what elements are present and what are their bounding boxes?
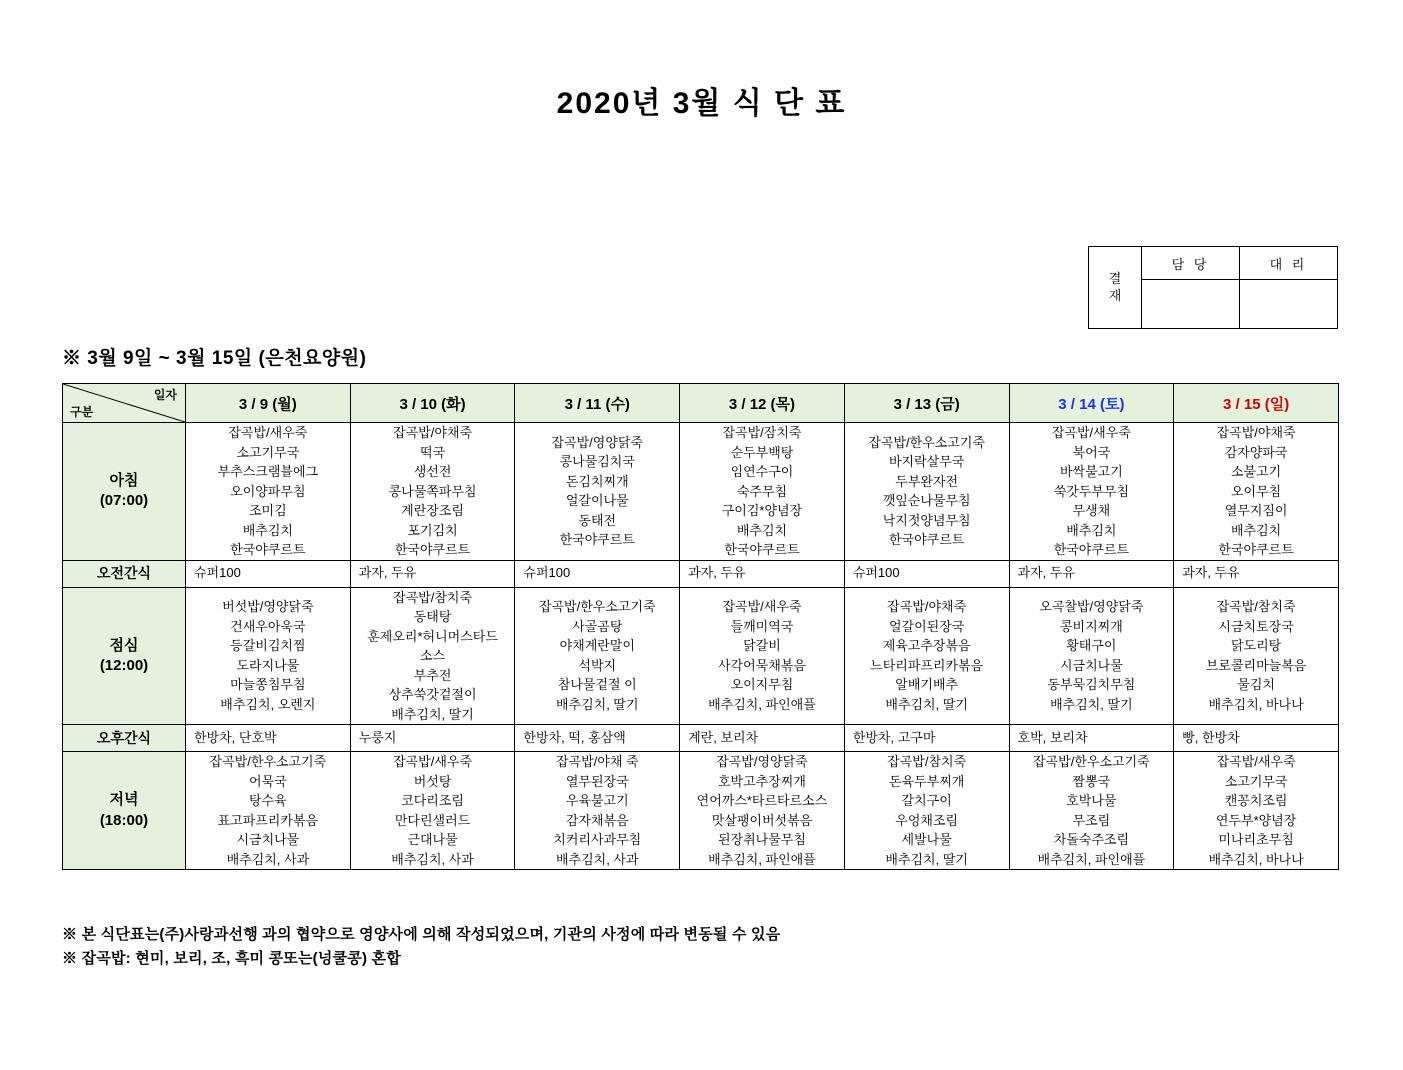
menu-item: 근대나물 bbox=[407, 832, 458, 847]
menu-item: 사골곰탕 bbox=[572, 618, 623, 634]
menu-item: 마늘쫑침무침 bbox=[230, 677, 306, 693]
menu-item: 감자양파국 bbox=[1224, 444, 1288, 460]
menu-item: 알배기배추 bbox=[895, 677, 959, 693]
approval-column-deputy: 대 리 bbox=[1240, 247, 1338, 280]
menu-item: 석박지 bbox=[578, 657, 617, 673]
menu-item: 한국야쿠르트 bbox=[724, 542, 800, 557]
menu-cell-점심-tue bbox=[350, 587, 515, 725]
approval-label bbox=[1089, 247, 1142, 329]
menu-cell-오전간식-sun bbox=[1174, 560, 1339, 587]
menu-cell-저녁-mon bbox=[186, 752, 351, 870]
menu-cell-오후간식-wed bbox=[515, 725, 680, 752]
menu-item: 잡곡밥/야채죽 bbox=[1216, 425, 1296, 440]
menu-item: 누룽지 bbox=[358, 729, 397, 745]
menu-item: 배추김치, 사과 bbox=[555, 851, 639, 867]
menu-item: 시금치토장국 bbox=[1218, 618, 1294, 634]
menu-item: 잡곡밥/새우죽 bbox=[1051, 425, 1131, 440]
menu-item: 동태탕 bbox=[413, 609, 452, 624]
footnote-1: ※ 본 식단표는(주)사랑과선행 과의 협약으로 영양사에 의해 작성되었으며, 기관의 사정에 따라 변동될 수 있음 bbox=[62, 926, 781, 943]
menu-cell-저녁-fri bbox=[844, 752, 1009, 870]
corner-date-label: 일자 bbox=[153, 388, 177, 402]
menu-cell-오후간식-mon bbox=[186, 725, 351, 752]
menu-item: 잡곡밥/한우소고기죽 bbox=[1033, 754, 1150, 769]
menu-item: 잡곡밥/새우죽 bbox=[722, 599, 802, 615]
menu-item: 콩나물쪽파무침 bbox=[388, 483, 477, 499]
menu-item: 무조림 bbox=[1072, 812, 1111, 828]
approval-column-manager: 담 당 bbox=[1142, 247, 1240, 280]
menu-item: 계란, 보리차 bbox=[688, 729, 759, 745]
menu-item: 한국야쿠르트 bbox=[230, 542, 306, 557]
menu-item: 과자, 두유 bbox=[1182, 565, 1240, 581]
row-label-0 bbox=[63, 423, 186, 561]
row-label-time-2: (12:00) bbox=[99, 656, 149, 674]
menu-item: 잡곡밥/영양닭죽 bbox=[551, 434, 644, 450]
menu-row-점심 bbox=[63, 587, 1339, 725]
menu-cell-아침-tue bbox=[350, 423, 515, 561]
menu-item: 배추김치 bbox=[1230, 522, 1282, 538]
menu-cell-오전간식-tue bbox=[350, 560, 515, 587]
menu-item: 열무된장국 bbox=[565, 773, 629, 789]
menu-row-오후간식 bbox=[63, 725, 1339, 752]
menu-item: 호박, 보리차 bbox=[1017, 729, 1088, 745]
week-range-subtitle: ※ 3월 9일 ~ 3월 15일 (은천요양원) bbox=[62, 348, 367, 369]
menu-cell-저녁-tue bbox=[350, 752, 515, 870]
menu-item: 한국야쿠르트 bbox=[888, 532, 965, 548]
corner-division-label: 구분 bbox=[70, 405, 94, 419]
menu-item: 포기김치 bbox=[407, 522, 458, 538]
menu-item: 표고파프리카볶음 bbox=[217, 812, 319, 828]
menu-item: 감자채볶음 bbox=[565, 812, 629, 828]
menu-item: 오곡찰밥/영양닭죽 bbox=[1039, 599, 1144, 615]
menu-item: 배추김치 bbox=[242, 522, 293, 538]
menu-item: 잡곡밥/야채 죽 bbox=[555, 754, 639, 769]
menu-item: 구이김*양념장 bbox=[721, 503, 803, 518]
menu-row-저녁 bbox=[63, 752, 1339, 870]
menu-item: 오이양파무침 bbox=[230, 483, 306, 499]
menu-item: 훈제오리*허니머스타드 bbox=[367, 628, 498, 644]
menu-item: 잡곡밥/한우소고기죽 bbox=[538, 599, 656, 615]
menu-cell-오전간식-mon bbox=[186, 560, 351, 587]
menu-item: 코다리조림 bbox=[401, 793, 464, 808]
row-label-2 bbox=[63, 587, 186, 725]
menu-item: 배추김치, 딸기 bbox=[885, 696, 968, 712]
menu-item: 동태전 bbox=[578, 512, 617, 528]
day-header-wed: 3 / 11 (수) bbox=[515, 384, 680, 423]
menu-item: 도라지나물 bbox=[236, 657, 300, 673]
menu-cell-아침-sat bbox=[1009, 423, 1174, 561]
menu-item: 쑥갓두부무침 bbox=[1053, 483, 1130, 499]
menu-item: 순두부백탕 bbox=[730, 444, 794, 460]
menu-item: 물김치 bbox=[1237, 677, 1275, 693]
menu-item: 짬뽕국 bbox=[1072, 773, 1111, 789]
row-label-main-2: 점심 bbox=[109, 636, 139, 654]
menu-item: 무생채 bbox=[1072, 503, 1111, 518]
menu-item: 야채계란말이 bbox=[559, 638, 635, 654]
menu-item: 연어까스*타르타르소스 bbox=[696, 793, 828, 808]
menu-item: 소스 bbox=[419, 648, 446, 663]
menu-item: 한국야쿠르트 bbox=[1053, 542, 1130, 557]
menu-item: 임연수구이 bbox=[730, 464, 794, 479]
menu-cell-저녁-wed bbox=[515, 752, 680, 870]
menu-item: 한방차, 고구마 bbox=[852, 729, 936, 745]
menu-cell-아침-wed bbox=[515, 423, 680, 561]
menu-cell-아침-sun bbox=[1174, 423, 1339, 561]
menu-item: 닭도리탕 bbox=[1230, 638, 1282, 654]
menu-item: 과자, 두유 bbox=[688, 565, 746, 581]
menu-item: 콩나물김치국 bbox=[559, 454, 635, 470]
menu-row-아침 bbox=[63, 423, 1339, 561]
menu-item: 돈육두부찌개 bbox=[888, 773, 965, 789]
approval-value-deputy[interactable] bbox=[1240, 280, 1338, 329]
menu-item: 계란장조림 bbox=[401, 503, 464, 518]
menu-item: 배추김치, 딸기 bbox=[885, 851, 968, 867]
menu-item: 치커리사과무침 bbox=[553, 832, 642, 847]
menu-item: 탕수육 bbox=[249, 793, 287, 808]
menu-item: 슈퍼100 bbox=[852, 565, 900, 581]
menu-item: 조미김 bbox=[249, 503, 287, 518]
menu-item: 닭갈비 bbox=[743, 638, 781, 654]
menu-cell-오후간식-fri bbox=[844, 725, 1009, 752]
menu-item: 슈퍼100 bbox=[194, 565, 241, 581]
menu-item: 배추김치 bbox=[736, 522, 788, 538]
menu-item: 얼갈이나물 bbox=[565, 493, 629, 509]
day-header-sat: 3 / 14 (토) bbox=[1009, 384, 1174, 423]
menu-item: 콩비지찌개 bbox=[1059, 618, 1123, 634]
menu-item: 잡곡밥/새우죽 bbox=[393, 754, 473, 769]
menu-item: 등갈비김치찜 bbox=[230, 638, 306, 654]
menu-item: 바지락살무국 bbox=[888, 454, 965, 470]
menu-item: 돈김치찌개 bbox=[565, 473, 629, 489]
menu-item: 제육고추장볶음 bbox=[882, 638, 971, 654]
menu-item: 갈치구이 bbox=[901, 793, 952, 808]
menu-item: 배추김치, 바나나 bbox=[1208, 696, 1304, 712]
menu-document bbox=[0, 78, 1403, 1070]
menu-item: 한국야쿠르트 bbox=[1218, 542, 1294, 557]
menu-item: 잡곡밥/한우소고기죽 bbox=[209, 754, 327, 769]
menu-item: 과자, 두유 bbox=[1017, 565, 1075, 581]
menu-item: 호박고추장찌개 bbox=[718, 773, 806, 789]
day-header-fri: 3 / 13 (금) bbox=[844, 384, 1009, 423]
row-label-4 bbox=[63, 752, 186, 870]
menu-item: 연두부*양념장 bbox=[1215, 812, 1297, 828]
row-label-1 bbox=[63, 560, 186, 587]
menu-item: 배추김치, 오렌지 bbox=[220, 696, 316, 712]
menu-item: 시금치나물 bbox=[236, 832, 300, 847]
menu-item: 낙지젓양념무침 bbox=[882, 512, 971, 528]
menu-item: 만다린샐러드 bbox=[394, 812, 471, 828]
menu-item: 버섯탕 bbox=[413, 773, 452, 789]
menu-item: 맛살팽이버섯볶음 bbox=[711, 812, 813, 828]
menu-cell-점심-sat bbox=[1009, 587, 1174, 725]
row-label-main-1: 오전간식 bbox=[96, 565, 152, 582]
menu-cell-아침-fri bbox=[844, 423, 1009, 561]
menu-item: 바싹불고기 bbox=[1059, 464, 1123, 479]
menu-cell-점심-mon bbox=[186, 587, 351, 725]
menu-item: 얼갈이된장국 bbox=[888, 618, 965, 634]
menu-item: 잡곡밥/참치죽 bbox=[887, 754, 967, 769]
menu-item: 시금치나물 bbox=[1059, 657, 1123, 673]
day-header-thu: 3 / 12 (목) bbox=[680, 384, 845, 423]
menu-cell-점심-fri bbox=[844, 587, 1009, 725]
menu-item: 잡곡밥/새우죽 bbox=[228, 425, 308, 440]
row-label-main-3: 오후간식 bbox=[96, 729, 152, 746]
menu-item: 생선전 bbox=[413, 464, 452, 479]
menu-item: 잡곡밥/야채죽 bbox=[393, 425, 473, 440]
menu-cell-점심-sun bbox=[1174, 587, 1339, 725]
menu-cell-저녁-thu bbox=[680, 752, 845, 870]
menu-item: 한국야쿠르트 bbox=[559, 532, 635, 548]
menu-item: 잡곡밥/한우소고기죽 bbox=[868, 434, 985, 450]
menu-item: 잡곡밥/참치죽 bbox=[1216, 599, 1296, 615]
menu-item: 버섯밥/영양닭죽 bbox=[222, 599, 314, 615]
menu-cell-오후간식-tue bbox=[350, 725, 515, 752]
menu-item: 한방차, 단호박 bbox=[194, 729, 277, 745]
table-corner-header bbox=[63, 384, 186, 423]
approval-label-line1: 결 bbox=[1108, 271, 1122, 287]
menu-item: 어묵국 bbox=[249, 773, 287, 789]
menu-item: 소고기무국 bbox=[1224, 773, 1288, 789]
page-title: 2020년 3월 식 단 표 bbox=[556, 87, 847, 120]
menu-item: 잡곡밥/영양닭죽 bbox=[716, 754, 808, 769]
menu-item: 브로콜리마늘복음 bbox=[1205, 657, 1307, 673]
menu-cell-오후간식-sat bbox=[1009, 725, 1174, 752]
approval-value-manager[interactable] bbox=[1142, 280, 1240, 329]
menu-item: 소고기무국 bbox=[236, 444, 300, 460]
menu-cell-아침-thu bbox=[680, 423, 845, 561]
menu-cell-오후간식-sun bbox=[1174, 725, 1339, 752]
menu-item: 느타리파프리카볶음 bbox=[870, 657, 984, 673]
menu-item: 배추김치, 딸기 bbox=[391, 706, 474, 722]
menu-cell-오전간식-fri bbox=[844, 560, 1009, 587]
menu-item: 북어국 bbox=[1072, 444, 1111, 460]
menu-item: 부추전 bbox=[413, 667, 452, 683]
menu-item: 한국야쿠르트 bbox=[394, 542, 471, 557]
approval-header-row bbox=[1089, 247, 1338, 280]
menu-item: 떡국 bbox=[419, 444, 446, 460]
row-label-time-4: (18:00) bbox=[99, 811, 149, 829]
day-header-sun: 3 / 15 (일) bbox=[1174, 384, 1339, 423]
row-label-main-4: 저녁 bbox=[109, 791, 139, 809]
menu-cell-아침-mon bbox=[186, 423, 351, 561]
row-label-3 bbox=[63, 725, 186, 752]
weekly-menu-table bbox=[62, 383, 1339, 870]
menu-cell-저녁-sat bbox=[1009, 752, 1174, 870]
menu-item: 빵, 한방차 bbox=[1182, 729, 1240, 745]
menu-item: 들깨미역국 bbox=[730, 618, 794, 634]
menu-item: 배추김치, 사과 bbox=[226, 851, 310, 867]
row-label-time-0: (07:00) bbox=[99, 492, 149, 510]
menu-item: 잡곡밥/참치죽 bbox=[393, 589, 473, 605]
menu-item: 열무지짐이 bbox=[1224, 503, 1288, 518]
menu-item: 배추김치, 파인애플 bbox=[708, 696, 816, 712]
row-label-main-0: 아침 bbox=[109, 472, 139, 489]
day-header-mon: 3 / 9 (월) bbox=[186, 384, 351, 423]
footnote-2: ※ 잡곡밥: 현미, 보리, 조, 흑미 콩또는(넝쿨콩) 혼합 bbox=[62, 950, 401, 967]
menu-cell-점심-thu bbox=[680, 587, 845, 725]
menu-item: 사각어묵채볶음 bbox=[718, 657, 806, 673]
menu-item: 숙주무침 bbox=[736, 483, 788, 499]
menu-cell-저녁-sun bbox=[1174, 752, 1339, 870]
menu-item: 배추김치, 사과 bbox=[391, 851, 474, 867]
menu-item: 된장취나물무침 bbox=[718, 832, 806, 847]
day-header-tue: 3 / 10 (화) bbox=[350, 384, 515, 423]
menu-header-row bbox=[63, 384, 1339, 423]
menu-item: 깻잎순나물무침 bbox=[882, 493, 971, 509]
menu-item: 한방차, 떡, 홍삼액 bbox=[523, 729, 626, 745]
menu-item: 잡곡밥/새우죽 bbox=[1216, 754, 1296, 769]
menu-item: 호박나물 bbox=[1066, 793, 1117, 808]
approval-label-line2: 재 bbox=[1108, 287, 1122, 303]
menu-row-오전간식 bbox=[63, 560, 1339, 587]
footnotes bbox=[62, 923, 780, 971]
menu-cell-오후간식-thu bbox=[680, 725, 845, 752]
menu-table-head bbox=[63, 384, 1339, 423]
menu-cell-오전간식-wed bbox=[515, 560, 680, 587]
menu-item: 배추김치, 파인애플 bbox=[1037, 851, 1146, 867]
menu-item: 상추쑥갓겉절이 bbox=[388, 687, 477, 702]
menu-item: 부추스크램블에그 bbox=[217, 464, 319, 479]
menu-item: 세발나물 bbox=[901, 832, 952, 847]
menu-cell-오전간식-sat bbox=[1009, 560, 1174, 587]
menu-table-body bbox=[63, 423, 1339, 870]
menu-item: 잡곡밥/잠치죽 bbox=[722, 425, 802, 440]
menu-item: 잡곡밥/야채죽 bbox=[887, 599, 967, 615]
menu-item: 건새우아욱국 bbox=[230, 618, 306, 634]
menu-item: 배추김치, 바나나 bbox=[1208, 851, 1304, 867]
menu-item: 오이무침 bbox=[1230, 483, 1282, 499]
menu-item: 차돌숙주조림 bbox=[1053, 832, 1130, 847]
menu-item: 황태구이 bbox=[1066, 638, 1117, 654]
menu-cell-오전간식-thu bbox=[680, 560, 845, 587]
menu-item: 배추김치 bbox=[1066, 522, 1117, 538]
menu-item: 오이지무침 bbox=[730, 677, 794, 693]
menu-cell-점심-wed bbox=[515, 587, 680, 725]
menu-item: 과자, 두유 bbox=[358, 565, 417, 581]
menu-item: 배추김치, 딸기 bbox=[1050, 696, 1133, 712]
approval-stamp-box bbox=[1088, 246, 1338, 329]
menu-item: 동부묵김치무침 bbox=[1047, 677, 1136, 693]
menu-item: 우육불고기 bbox=[565, 793, 629, 808]
menu-item: 두부완자전 bbox=[895, 473, 959, 489]
menu-item: 캔꽁치조림 bbox=[1224, 793, 1288, 808]
menu-item: 참나물겉절 이 bbox=[557, 677, 637, 693]
menu-item: 우엉채조림 bbox=[895, 812, 959, 828]
menu-item: 배추김치, 파인애플 bbox=[708, 851, 816, 867]
menu-item: 미나리초무침 bbox=[1218, 832, 1294, 847]
menu-item: 슈퍼100 bbox=[523, 565, 571, 581]
menu-item: 소불고기 bbox=[1230, 464, 1282, 479]
menu-item: 배추김치, 딸기 bbox=[555, 696, 639, 712]
